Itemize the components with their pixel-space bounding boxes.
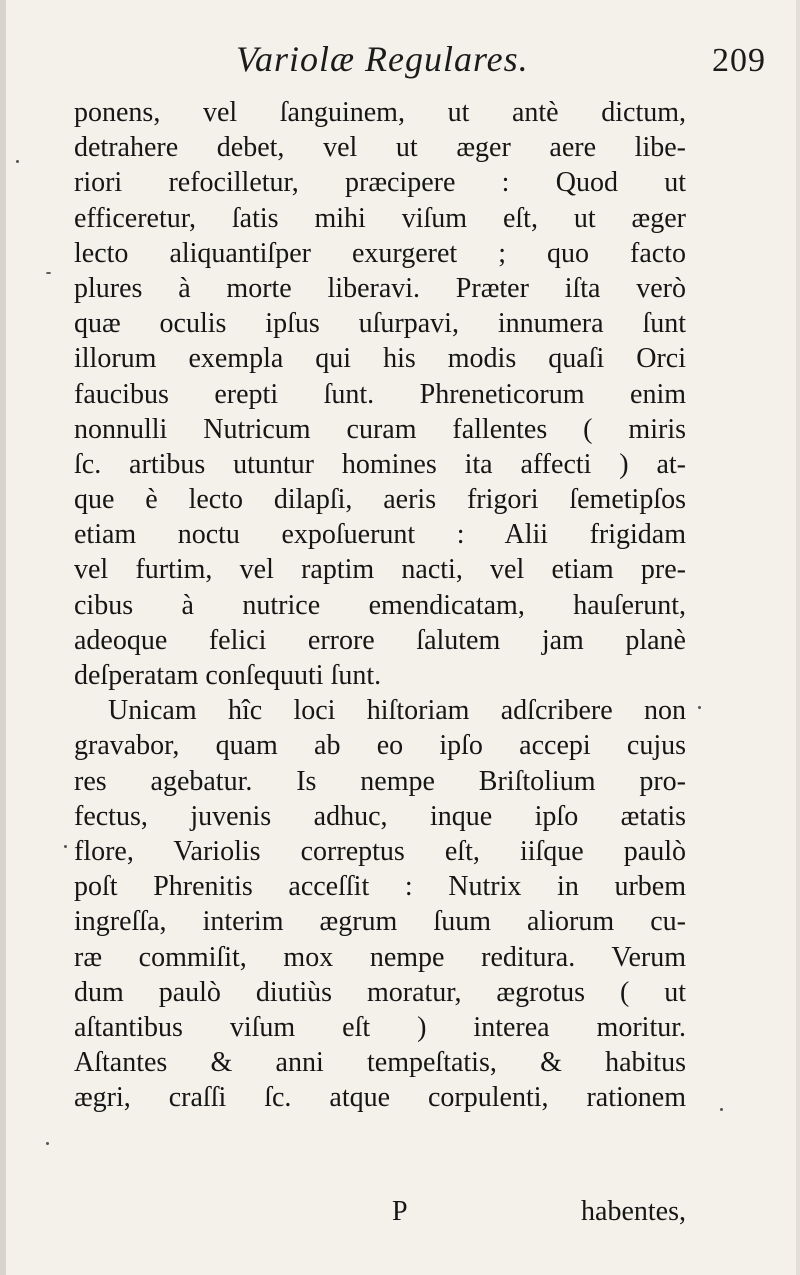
text-line: flore, Variolis correptus eſt, iiſque paulò [74, 835, 686, 867]
ink-speck [720, 1108, 723, 1111]
text-line: plures à morte liberavi. Præter iſta verò [74, 272, 686, 304]
text-line: faucibus erepti ſunt. Phreneticorum enim [74, 378, 686, 410]
text-line: cibus à nutrice emendicatam, hauſerunt, [74, 589, 686, 621]
text-line: detrahere debet, vel ut æger aere libe- [74, 132, 686, 164]
text-line: fectus, juvenis adhuc, inque ipſo ætatis [74, 800, 686, 832]
signature-mark: P [392, 1196, 408, 1227]
text-line: poſt Phrenitis acceſſit : Nutrix in urbem [74, 871, 686, 903]
body-text [74, 95, 686, 1115]
text-line: dum paulò diutiùs moratur, ægrotus ( ut [74, 976, 686, 1008]
text-line: que è lecto dilapſi, aeris frigori ſemetipſos [74, 484, 686, 516]
text-line: aſtantibus viſum eſt ) interea moritur. [74, 1011, 686, 1043]
ink-speck [64, 845, 67, 848]
text-line: etiam noctu expoſuerunt : Alii frigidam [74, 519, 686, 551]
page-number: 209 [712, 42, 766, 79]
text-line: efficeretur, ſatis mihi viſum eſt, ut æger [74, 202, 686, 234]
text-line: res agebatur. Is nempe Briſtolium pro- [74, 765, 686, 797]
text-line: ſc. artibus utuntur homines ita affecti ) at- [74, 448, 686, 480]
text-line: quæ oculis ipſus uſurpavi, innumera ſunt [74, 308, 686, 340]
text-line: riori refocilletur, præcipere : Quod ut [74, 167, 686, 199]
text-line: Unicam hîc loci hiſtoriam adſcribere non [108, 695, 686, 727]
text-line: ægri, craſſi ſc. atque corpulenti, rationem [74, 1082, 686, 1114]
ink-speck [698, 706, 701, 709]
text-line: ponens, vel ſanguinem, ut antè dictum, [74, 97, 686, 128]
text-line: lecto aliquantiſper exurgeret ; quo facto [74, 237, 686, 269]
text-line: deſperatam conſequuti ſunt. [74, 660, 382, 691]
text-line: Aſtantes & anni tempeſtatis, & habitus [74, 1047, 686, 1079]
catchword: habentes, [581, 1196, 686, 1227]
text-line: gravabor, quam ab eo ipſo accepi cujus [74, 730, 686, 762]
text-line: adeoque felici errore ſalutem jam planè [74, 624, 686, 656]
page-footer [74, 1196, 686, 1236]
text-line: ingreſſa, interim ægrum ſuum aliorum cu- [74, 906, 686, 938]
ink-speck [16, 160, 19, 163]
ink-speck [46, 1142, 49, 1145]
running-title: Variolæ Regulares. [236, 39, 529, 79]
text-line: vel furtim, vel raptim nacti, vel etiam pre- [74, 554, 686, 586]
page-header [76, 38, 766, 90]
ink-speck [46, 272, 51, 274]
text-line: ræ commiſit, mox nempe reditura. Verum [74, 941, 686, 973]
text-line: illorum exempla qui his modis quaſi Orci [74, 343, 686, 375]
text-line: nonnulli Nutricum curam fallentes ( miris [74, 413, 686, 445]
